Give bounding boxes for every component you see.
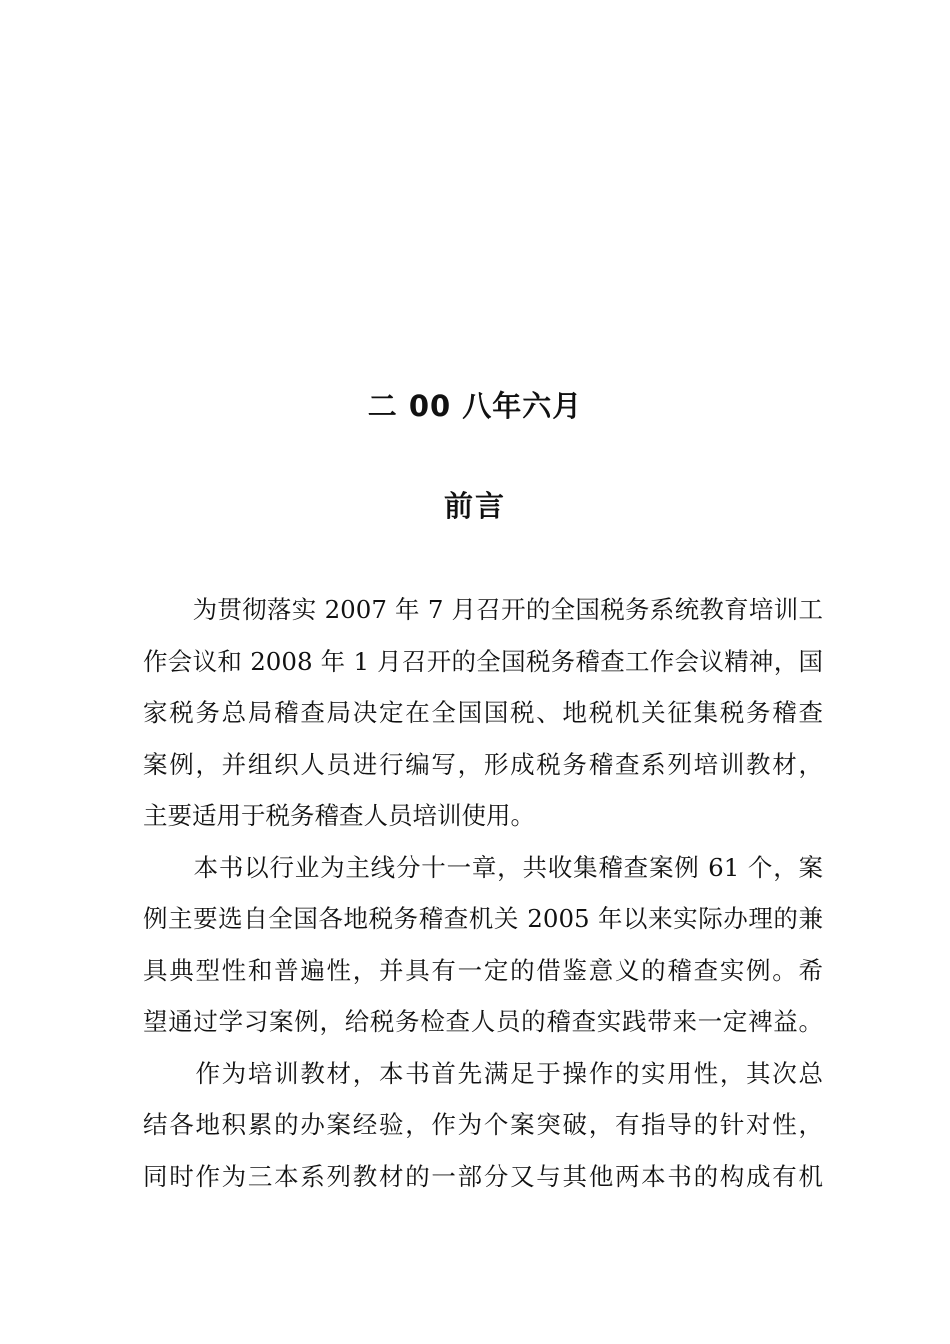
text-line: 同时作为三本系列教材的一部分又与其他两本书的构成有机 bbox=[143, 1161, 823, 1191]
text-line: 望通过学习案例，给税务检查人员的稽查实践带来一定裨益。 bbox=[143, 1007, 823, 1036]
text-line: 家税务总局稽查局决定在全国国税、地税机关征集税务稽查 bbox=[143, 698, 823, 727]
paragraph-3 bbox=[143, 1048, 823, 1203]
text-line: 作会议和 2008 年 1 月召开的全国税务稽查工作会议精神，国 bbox=[143, 646, 823, 676]
preface-heading: 前言 bbox=[443, 489, 506, 523]
text-line: 例主要选自全国各地税务稽查机关 2005 年以来实际办理的兼 bbox=[143, 904, 823, 933]
document-date: 二 00 八年六月 bbox=[367, 389, 583, 423]
text-line: 为贯彻落实 2007 年 7 月召开的全国税务系统教育培训工 bbox=[143, 595, 823, 624]
paragraph-2 bbox=[143, 842, 823, 1048]
text-line: 主要适用于税务稽查人员培训使用。 bbox=[143, 801, 535, 830]
preface-body bbox=[143, 584, 823, 1202]
text-line: 具典型性和普遍性，并具有一定的借鉴意义的稽查实例。希 bbox=[143, 955, 823, 985]
text-line: 结各地积累的办案经验，作为个案突破，有指导的针对性， bbox=[143, 1110, 823, 1139]
text-line: 作为培训教材，本书首先满足于操作的实用性，其次总 bbox=[143, 1058, 823, 1088]
text-line: 本书以行业为主线分十一章，共收集稽查案例 61 个，案 bbox=[143, 852, 823, 882]
text-line: 案例，并组织人员进行编写，形成税务稽查系列培训教材， bbox=[143, 749, 823, 779]
paragraph-1 bbox=[143, 584, 823, 842]
